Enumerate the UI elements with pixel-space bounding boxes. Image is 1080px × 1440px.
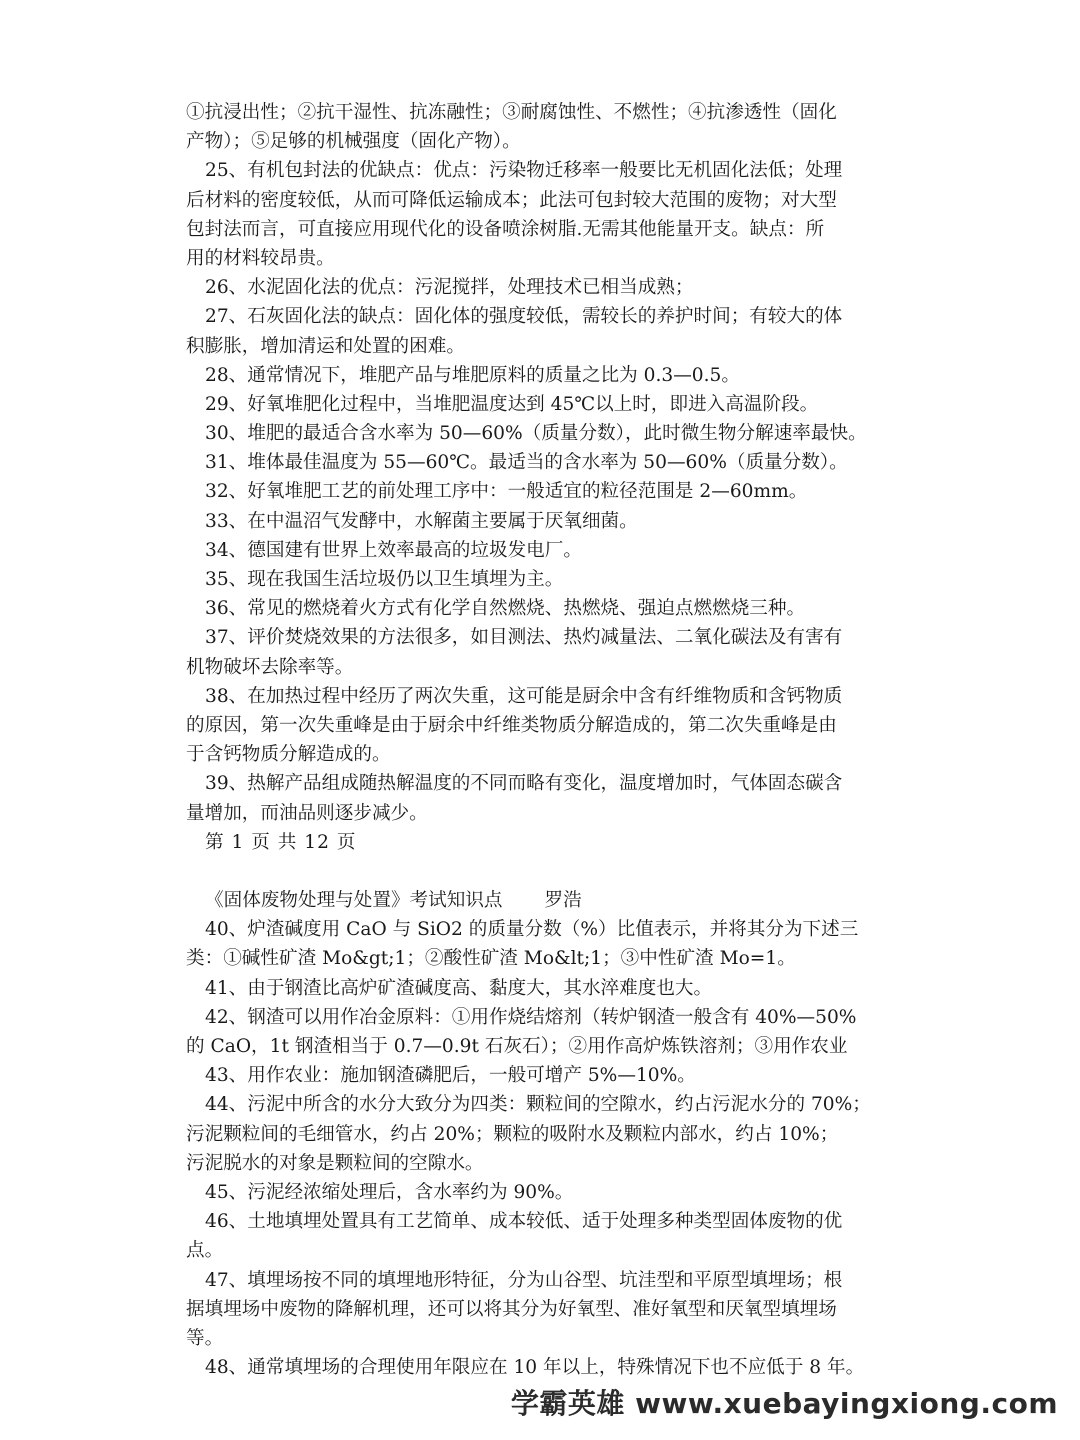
text-line: 31、堆体最佳温度为 55—60℃。最适当的含水率为 50—60%（质量分数）。	[205, 452, 848, 474]
text-line: 于含钙物质分解造成的。	[186, 744, 391, 766]
text-line: 量增加，而油品则逐步减少。	[186, 802, 428, 824]
text-line: 污泥颗粒间的毛细管水，约占 20%；颗粒的吸附水及颗粒内部水，约占 10%；	[186, 1123, 839, 1145]
text-line: 积膨胀，增加清运和处置的困难。	[186, 335, 465, 357]
text-line: 43、用作农业：施加钢渣磷肥后，一般可增产 5%—10%。	[205, 1065, 696, 1087]
text-line: 后材料的密度较低，从而可降低运输成本；此法可包封较大范围的废物；对大型	[186, 189, 837, 211]
text-line: 41、由于钢渣比高炉矿渣碱度高、黏度大，其水淬难度也大。	[205, 977, 713, 999]
text-line: 产物）；⑤足够的机械强度（固化产物）。	[186, 131, 521, 153]
text-line: 30、堆肥的最适合含水率为 50—60%（质量分数），此时微生物分解速率最快。	[205, 423, 867, 445]
text-line: 35、现在我国生活垃圾仍以卫生填埋为主。	[205, 569, 564, 590]
text-line: 污泥脱水的对象是颗粒间的空隙水。	[186, 1152, 484, 1174]
page1-body	[186, 98, 898, 828]
document-page	[186, 98, 898, 1382]
text-line: 44、污泥中所含的水分大致分为四类：颗粒间的空隙水，约占污泥水分的 70%；	[205, 1094, 871, 1116]
text-line: 48、通常填埋场的合理使用年限应在 10 年以上，特殊情况下也不应低于 8 年。	[205, 1357, 865, 1379]
text-line: 等。	[186, 1327, 224, 1349]
text-line: 机物破坏去除率等。	[186, 656, 354, 678]
text-line: 33、在中温沼气发酵中，水解菌主要属于厌氧细菌。	[205, 510, 638, 532]
text-line: 36、常见的燃烧着火方式有化学自然燃烧、热燃烧、强迫点燃燃烧三种。	[205, 598, 806, 620]
text-line: 26、水泥固化法的优点：污泥搅拌，处理技术已相当成熟；	[205, 277, 694, 299]
text-line: 点。	[186, 1240, 224, 1262]
text-line: 包封法而言，可直接应用现代化的设备喷涂树脂.无需其他能量开支。缺点：所	[186, 218, 825, 240]
header-title: 《固体废物处理与处置》考试知识点	[205, 890, 503, 912]
text-line: 47、填埋场按不同的填埋地形特征，分为山谷型、坑洼型和平原型填埋场；根	[205, 1269, 843, 1291]
text-line: 27、石灰固化法的缺点：固化体的强度较低，需较长的养护时间；有较大的体	[205, 306, 843, 328]
text-line: 40、炉渣碱度用 CaO 与 SiO2 的质量分数（%）比值表示，并将其分为下述三	[205, 919, 859, 941]
text-line: 37、评价焚烧效果的方法很多，如目测法、热灼减量法、二氧化碳法及有害有	[205, 627, 843, 649]
text-line: 类：①碱性矿渣 Mo&gt;1；②酸性矿渣 Mo&lt;1；③中性矿渣 Mo=1。	[186, 948, 796, 970]
text-line: 42、钢渣可以用作冶金原料：①用作烧结熔剂（转炉钢渣一般含有 40%—50%	[205, 1006, 857, 1028]
page-footer: 第 1 页 共 12 页	[205, 831, 357, 853]
text-line: 的 CaO，1t 钢渣相当于 0.7—0.9t 石灰石）；②用作高炉炼铁溶剂；③用作农业	[186, 1036, 848, 1057]
text-line: 的原因，第一次失重峰是由于厨余中纤维类物质分解造成的，第二次失重峰是由	[186, 714, 837, 736]
text-line: 32、好氧堆肥工艺的前处理工序中：一般适宜的粒径范围是 2—60mm。	[205, 481, 808, 503]
text-line: 用的材料较昂贵。	[186, 247, 335, 269]
text-line: 29、好氧堆肥化过程中，当堆肥温度达到 45℃以上时，即进入高温阶段。	[205, 393, 819, 415]
text-line: 45、污泥经浓缩处理后，含水率约为 90%。	[205, 1181, 574, 1203]
page-break	[186, 857, 898, 886]
header-author: 罗浩	[544, 890, 582, 912]
text-line: 25、有机包封法的优缺点：优点：污染物迁移率一般要比无机固化法低；处理	[205, 160, 843, 182]
text-line: ①抗浸出性；②抗干湿性、抗冻融性；③耐腐蚀性、不燃性；④抗渗透性（固化	[186, 102, 837, 123]
page2-body	[186, 915, 898, 1382]
text-line: 34、德国建有世界上效率最高的垃圾发电厂。	[205, 539, 582, 561]
page-header	[186, 886, 898, 915]
text-line: 28、通常情况下，堆肥产品与堆肥原料的质量之比为 0.3—0.5。	[205, 364, 740, 386]
text-line: 39、热解产品组成随热解温度的不同而略有变化，温度增加时，气体固态碳含	[205, 773, 843, 795]
text-line: 据填埋场中废物的降解机理，还可以将其分为好氧型、准好氧型和厌氧型填埋场	[186, 1298, 837, 1320]
text-line: 38、在加热过程中经历了两次失重，这可能是厨余中含有纤维物质和含钙物质	[205, 685, 843, 707]
site-watermark: 学霸英雄 www.xuebayingxiong.com	[510, 1387, 1058, 1420]
text-line: 46、土地填埋处置具有工艺简单、成本较低、适于处理多种类型固体废物的优	[205, 1211, 843, 1233]
